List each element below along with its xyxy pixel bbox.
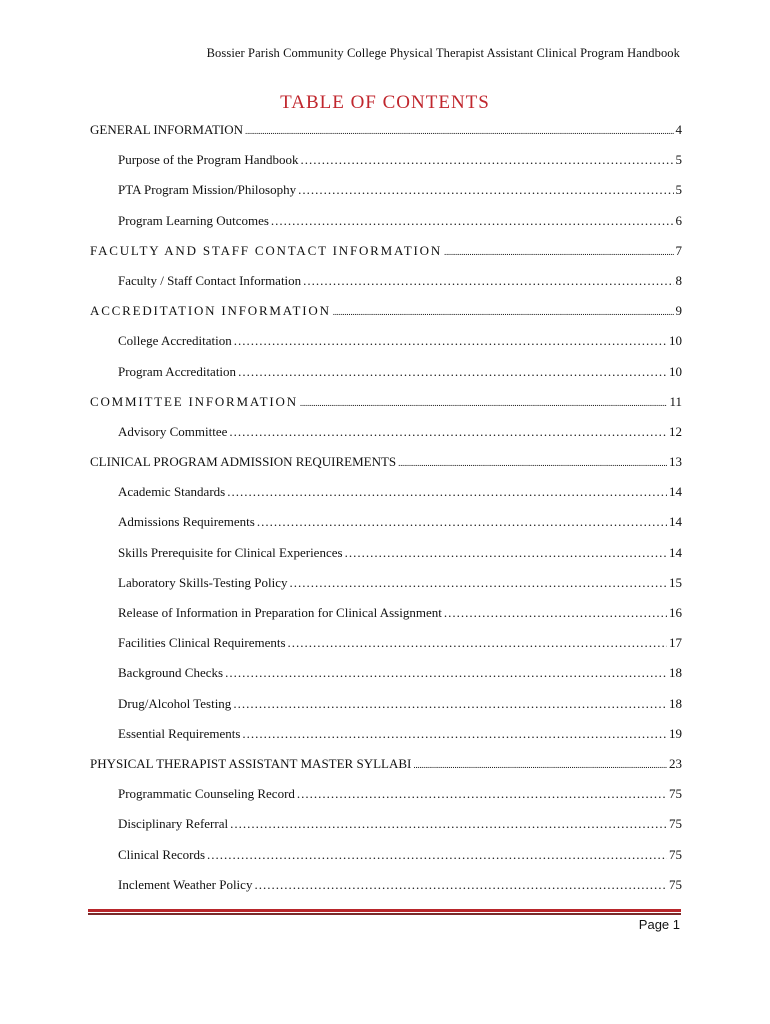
toc-entry-page-number: 5 xyxy=(675,182,682,198)
toc-entry-page-number: 75 xyxy=(669,846,682,862)
toc-entry-page-number: 75 xyxy=(669,816,682,832)
toc-section-entry[interactable] xyxy=(90,754,682,784)
toc-entry-page-number: 13 xyxy=(669,454,682,470)
toc-entry-page-number: 12 xyxy=(669,423,682,439)
toc-entry-page-number: 6 xyxy=(675,212,682,228)
dot-leader xyxy=(398,452,667,473)
toc-entry-label: Inclement Weather Policy xyxy=(118,876,253,892)
toc-section-entry[interactable] xyxy=(90,452,682,482)
toc-entry-label: FACULTY AND STAFF CONTACT INFORMATION xyxy=(90,242,443,258)
toc-entry-label: PTA Program Mission/Philosophy xyxy=(118,182,297,198)
toc-subsection-entry[interactable] xyxy=(90,543,682,573)
footer-rule-top xyxy=(88,909,681,912)
toc-entry-page-number: 14 xyxy=(669,544,682,560)
toc-entry-label: Facilities Clinical Requirements xyxy=(118,635,286,651)
toc-entry-label: Release of Information in Preparation for Clinical Assignment xyxy=(118,605,442,620)
toc-entry-label: Academic Standards xyxy=(118,484,226,500)
toc-entry-label: Programmatic Counseling Record xyxy=(118,786,295,802)
toc-section-entry[interactable] xyxy=(90,120,682,150)
dot-leader xyxy=(300,392,668,413)
dot-leader xyxy=(333,301,674,322)
dot-leader xyxy=(245,120,674,141)
dot-leader xyxy=(345,543,667,563)
footer-rule-bottom xyxy=(88,913,681,915)
toc-entry-page-number: 8 xyxy=(675,272,682,288)
dot-leader xyxy=(233,694,667,714)
toc-subsection-entry[interactable] xyxy=(90,482,682,512)
toc-entry-page-number: 16 xyxy=(669,605,682,620)
toc-subsection-entry[interactable] xyxy=(90,211,682,241)
toc-section-entry[interactable] xyxy=(90,301,682,331)
toc-section-entry[interactable] xyxy=(90,392,682,422)
dot-leader xyxy=(290,573,667,593)
toc-subsection-entry[interactable] xyxy=(90,512,682,542)
toc-subsection-entry[interactable] xyxy=(90,603,682,633)
toc-entry-page-number: 7 xyxy=(675,242,682,258)
dot-leader xyxy=(234,331,667,351)
toc-entry-label: Faculty / Staff Contact Information xyxy=(118,272,302,288)
toc-subsection-entry[interactable] xyxy=(90,362,682,392)
toc-entry-page-number: 19 xyxy=(669,725,682,741)
toc-entry-page-number: 18 xyxy=(669,695,682,711)
toc-subsection-entry[interactable] xyxy=(90,724,682,754)
toc-subsection-entry[interactable] xyxy=(90,422,682,452)
dot-leader xyxy=(207,845,667,865)
dot-leader xyxy=(303,271,673,291)
toc-entry-page-number: 14 xyxy=(669,484,682,500)
toc-entry-label: Program Accreditation xyxy=(118,363,237,379)
toc-subsection-entry[interactable] xyxy=(90,875,682,905)
toc-entry-label: PHYSICAL THERAPIST ASSISTANT MASTER SYLLABI xyxy=(90,755,412,771)
toc-entry-label: Advisory Committee xyxy=(118,423,228,439)
dot-leader xyxy=(298,180,673,200)
toc-entry-page-number: 17 xyxy=(669,635,682,651)
toc-subsection-entry[interactable] xyxy=(90,663,682,693)
toc-entry-label: Clinical Records xyxy=(118,846,206,862)
dot-leader xyxy=(230,814,667,834)
toc-entry-label: Skills Prerequisite for Clinical Experiences xyxy=(118,544,343,560)
toc-subsection-entry[interactable] xyxy=(90,633,682,663)
dot-leader xyxy=(444,603,667,623)
toc-entry-label: College Accreditation xyxy=(118,333,232,349)
dot-leader xyxy=(229,422,667,442)
running-header: Bossier Parish Community College Physical Therapist Assistant Clinical Program Handbook xyxy=(206,46,680,60)
toc-entry-label: ACCREDITATION INFORMATION xyxy=(90,303,331,319)
toc-entry-label: Drug/Alcohol Testing xyxy=(118,695,232,711)
toc-entry-label: Disciplinary Referral xyxy=(118,816,229,832)
dot-leader xyxy=(413,754,667,775)
toc-entry-label: Background Checks xyxy=(118,665,224,681)
dot-leader xyxy=(227,482,667,502)
dot-leader xyxy=(444,241,673,262)
dot-leader xyxy=(297,784,667,804)
toc-entry-page-number: 75 xyxy=(669,876,682,892)
dot-leader xyxy=(301,150,674,170)
toc-entry-page-number: 11 xyxy=(669,393,682,409)
dot-leader xyxy=(288,633,667,653)
dot-leader xyxy=(242,724,667,744)
toc-entry-page-number: 10 xyxy=(669,333,682,349)
toc-section-entry[interactable] xyxy=(90,241,682,271)
toc-subsection-entry[interactable] xyxy=(90,845,682,875)
toc-subsection-entry[interactable] xyxy=(90,150,682,180)
dot-leader xyxy=(238,362,667,382)
toc-entry-label: Admissions Requirements xyxy=(118,514,255,530)
toc-entry-page-number: 10 xyxy=(669,363,682,379)
toc-entry-label: Laboratory Skills-Testing Policy xyxy=(118,574,288,590)
toc-subsection-entry[interactable] xyxy=(90,573,682,603)
toc-title: TABLE OF CONTENTS xyxy=(280,92,490,113)
toc-entry-page-number: 14 xyxy=(669,514,682,530)
dot-leader xyxy=(254,875,667,895)
toc-entry-page-number: 4 xyxy=(675,122,682,137)
dot-leader xyxy=(257,512,667,532)
toc-entry-page-number: 9 xyxy=(675,303,682,319)
dot-leader xyxy=(271,211,674,231)
toc-entry-label: Essential Requirements xyxy=(118,725,241,741)
toc-list xyxy=(90,120,682,905)
toc-entry-page-number: 75 xyxy=(669,786,682,802)
toc-entry-page-number: 18 xyxy=(669,665,682,681)
toc-subsection-entry[interactable] xyxy=(90,784,682,814)
dot-leader xyxy=(225,663,667,683)
toc-subsection-entry[interactable] xyxy=(90,331,682,361)
page-number: Page 1 xyxy=(638,917,680,932)
toc-entry-label: Program Learning Outcomes xyxy=(118,212,269,228)
toc-entry-label: Purpose of the Program Handbook xyxy=(118,152,299,168)
toc-subsection-entry[interactable] xyxy=(90,694,682,724)
toc-entry-page-number: 23 xyxy=(669,755,682,771)
toc-entry-page-number: 15 xyxy=(669,574,682,590)
toc-subsection-entry[interactable] xyxy=(90,271,682,301)
toc-entry-label: GENERAL INFORMATION xyxy=(90,122,243,137)
toc-entry-page-number: 5 xyxy=(675,152,682,168)
toc-entry-label: CLINICAL PROGRAM ADMISSION REQUIREMENTS xyxy=(90,454,397,470)
toc-subsection-entry[interactable] xyxy=(90,180,682,210)
toc-subsection-entry[interactable] xyxy=(90,814,682,844)
toc-entry-label: COMMITTEE INFORMATION xyxy=(90,393,298,409)
